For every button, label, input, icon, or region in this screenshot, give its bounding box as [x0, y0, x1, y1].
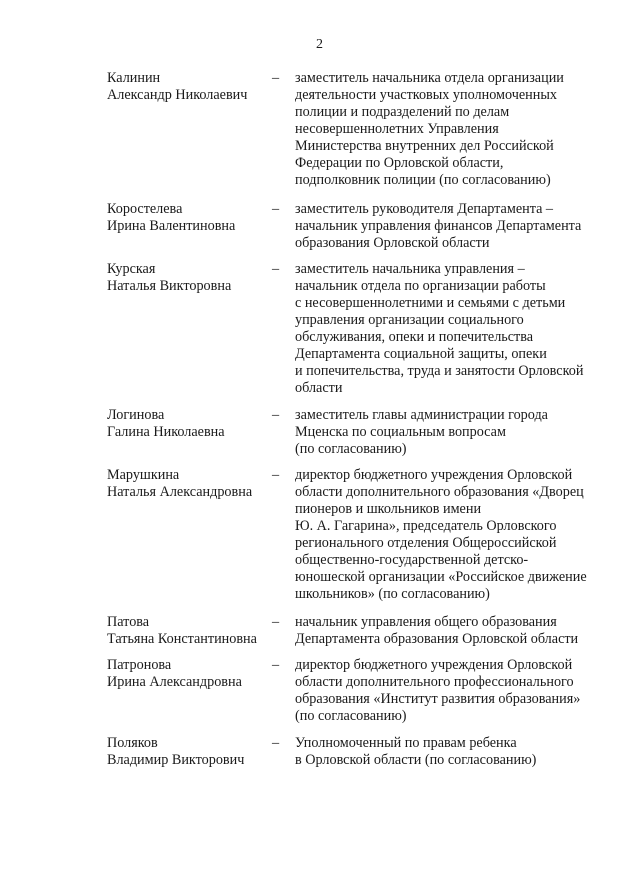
surname: Курская: [107, 261, 156, 277]
role-line: подполковник полиции (по согласованию): [295, 172, 551, 188]
surname: Патронова: [107, 657, 172, 673]
role-line: юношеской организации «Российское движение: [295, 569, 587, 585]
role-line: общественно-государственной детско-: [295, 552, 529, 568]
role-line: области: [295, 380, 343, 396]
role-line: заместитель главы администрации города: [295, 407, 548, 423]
role-line: (по согласованию): [295, 441, 407, 457]
surname: Патова: [107, 614, 150, 630]
given-names: Александр Николаевич: [107, 87, 248, 103]
separator-dash: –: [272, 735, 280, 751]
person-name: [107, 614, 267, 648]
role-line: области дополнительного образования «Дворец: [295, 484, 584, 500]
role-line: начальник управления финансов Департамента: [295, 218, 582, 234]
surname: Марушкина: [107, 467, 180, 483]
role-line: Уполномоченный по правам ребенка: [295, 735, 517, 751]
person-name: [107, 735, 267, 769]
surname: Коростелева: [107, 201, 183, 217]
separator-dash: –: [272, 70, 280, 86]
role-line: деятельности участковых уполномоченных: [295, 87, 557, 103]
role-line: несовершеннолетних Управления: [295, 121, 499, 137]
role-line: школьников» (по согласованию): [295, 586, 490, 602]
given-names: Галина Николаевна: [107, 424, 225, 440]
given-names: Ирина Валентиновна: [107, 218, 236, 234]
role-line: пионеров и школьников имени: [295, 501, 482, 517]
role-line: Ю. А. Гагарина», председатель Орловского: [295, 518, 557, 534]
page-number: 2: [316, 37, 323, 52]
role-line: заместитель начальника отдела организации: [295, 70, 564, 86]
role-line: директор бюджетного учреждения Орловской: [295, 467, 573, 483]
separator-dash: –: [272, 407, 280, 423]
position-description: [295, 201, 615, 252]
role-line: Федерации по Орловской области,: [295, 155, 504, 171]
position-description: [295, 407, 615, 458]
person-name: [107, 261, 267, 295]
role-line: области дополнительного профессионального: [295, 674, 574, 690]
given-names: Наталья Александровна: [107, 484, 253, 500]
role-line: (по согласованию): [295, 708, 407, 724]
role-line: Министерства внутренних дел Российской: [295, 138, 554, 154]
surname: Логинова: [107, 407, 165, 423]
separator-dash: –: [272, 657, 280, 673]
person-name: [107, 201, 267, 235]
role-line: управления организации социального: [295, 312, 524, 328]
role-line: образования Орловской области: [295, 235, 490, 251]
surname: Поляков: [107, 735, 158, 751]
separator-dash: –: [272, 261, 280, 277]
role-line: начальник управления общего образования: [295, 614, 557, 630]
separator-dash: –: [272, 201, 280, 217]
position-description: [295, 735, 615, 769]
role-line: директор бюджетного учреждения Орловской: [295, 657, 573, 673]
role-line: заместитель начальника управления –: [295, 261, 525, 277]
person-name: [107, 70, 267, 104]
role-line: Департамента социальной защиты, опеки: [295, 346, 547, 362]
separator-dash: –: [272, 467, 280, 483]
position-description: [295, 261, 615, 397]
person-name: [107, 467, 267, 501]
role-line: заместитель руководителя Департамента –: [295, 201, 554, 217]
role-line: в Орловской области (по согласованию): [295, 752, 537, 768]
role-line: образования «Институт развития образования»: [295, 691, 581, 707]
person-name: [107, 657, 267, 691]
separator-dash: –: [272, 614, 280, 630]
given-names: Татьяна Константиновна: [107, 631, 257, 647]
surname: Калинин: [107, 70, 161, 86]
given-names: Владимир Викторович: [107, 752, 245, 768]
role-line: обслуживания, опеки и попечительства: [295, 329, 534, 345]
person-name: [107, 407, 267, 441]
given-names: Ирина Александровна: [107, 674, 242, 690]
position-description: [295, 614, 615, 648]
role-line: Департамента образования Орловской области: [295, 631, 579, 647]
role-line: регионального отделения Общероссийской: [295, 535, 557, 551]
given-names: Наталья Викторовна: [107, 278, 232, 294]
role-line: начальник отдела по организации работы: [295, 278, 546, 294]
position-description: [295, 70, 615, 189]
position-description: [295, 657, 615, 725]
role-line: Мценска по социальным вопросам: [295, 424, 506, 440]
role-line: полиции и подразделений по делам: [295, 104, 510, 120]
position-description: [295, 467, 615, 603]
role-line: с несовершеннолетними и семьями с детьми: [295, 295, 566, 311]
role-line: и попечительства, труда и занятости Орловской: [295, 363, 584, 379]
